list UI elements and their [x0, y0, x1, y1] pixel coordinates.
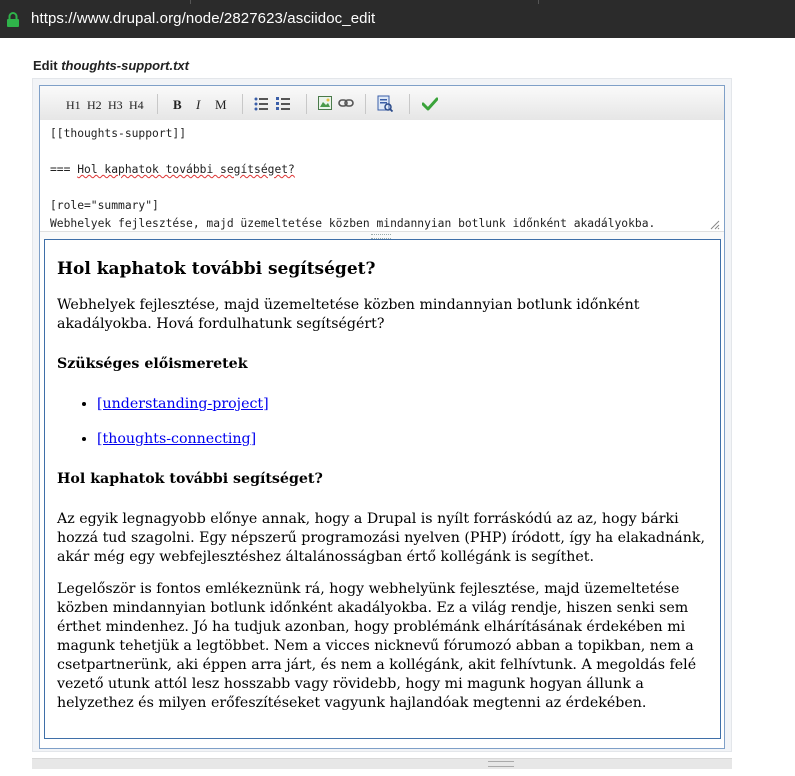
preview-heading: Hol kaphatok további segítséget? [57, 259, 376, 279]
monospace-button[interactable]: M [215, 97, 227, 112]
bullet-list-icon[interactable] [254, 96, 268, 112]
image-icon[interactable] [318, 96, 332, 110]
lock-icon [6, 12, 20, 27]
source-line [50, 143, 714, 161]
tab-divider [538, 0, 539, 4]
prereq-list [57, 395, 708, 449]
source-line: Webhelyek fejlesztése, majd üzemeltetése közben mindannyian botlunk időnként akadályokba. [50, 217, 656, 230]
heading-source-text: Hol kaphatok további segítséget? [77, 163, 295, 176]
preview-icon[interactable] [377, 95, 393, 112]
heading-2-button[interactable]: H2 [87, 98, 102, 112]
grip-icon [488, 761, 514, 767]
toolbar-separator [306, 94, 307, 114]
toolbar-separator [242, 94, 243, 114]
heading-4-button[interactable]: H4 [129, 98, 144, 112]
italic-button[interactable]: I [196, 97, 201, 112]
preview-pane [44, 239, 721, 739]
list-item [97, 395, 708, 414]
link-thoughts-connecting[interactable]: [thoughts-connecting] [97, 431, 257, 447]
source-line: [[thoughts-support]] [50, 127, 187, 140]
toolbar-separator [365, 94, 366, 114]
numbered-list-icon[interactable] [276, 96, 290, 112]
link-understanding-project[interactable]: [understanding-project] [97, 396, 269, 412]
editor-frame [32, 78, 732, 752]
markitup-editor [39, 85, 725, 749]
browser-url-bar[interactable] [0, 0, 795, 38]
editor-toolbar [40, 86, 724, 121]
heading-1-button[interactable]: H1 [66, 98, 81, 112]
resize-handle-icon[interactable] [708, 218, 720, 230]
checkmark-icon[interactable] [422, 97, 438, 111]
source-line [50, 161, 714, 179]
page-title [33, 58, 189, 73]
title-filename: thoughts-support.txt [61, 58, 189, 73]
list-item [97, 430, 708, 449]
asciidoc-source-textarea[interactable] [40, 120, 724, 232]
preview-summary: Webhelyek fejlesztése, majd üzemeltetése közben mindannyian botlunk időnként akadályokba. Hová fordulhatunk segítségért? [57, 297, 640, 332]
title-prefix: Edit [33, 58, 58, 73]
toolbar-separator [409, 94, 410, 114]
heading-marker: === [50, 163, 78, 176]
url-text[interactable]: https://www.drupal.org/node/2827623/asciidoc_edit [31, 10, 376, 27]
page-resize-bar[interactable] [32, 758, 732, 769]
tab-divider [190, 0, 191, 4]
section-title: Hol kaphatok további segítséget? [57, 471, 323, 487]
toolbar-separator [157, 94, 158, 114]
source-line [50, 179, 714, 197]
source-line: [role="summary"] [50, 199, 159, 212]
heading-3-button[interactable]: H3 [108, 98, 123, 112]
bold-button[interactable]: B [173, 97, 182, 112]
paragraph: Legelőször is fontos emlékeznünk rá, hogy webhelyünk fejlesztése, majd üzemeltetése közben mindannyian botlunk időnként akadályokba. Ez a világ rendje, hiszen senki sem érthet mindenhez. Jó ha tudjuk azonban, hogy problémánk elhárításának érdekében mi magunk tehetjük a legtöbbet. Nem a vicces nicknevű fórumozó abban a topikban, nem a csetpartnerünk, aki éppen arra járt, és nem a kollégánk, akit felhívtunk. A megoldás felé vezető utunk attól lesz hosszabb vagy rövidebb, hogy mi magunk hogyan állunk a helyzethez és milyen erőfeszítéseket vagyunk hajlandóak megtenni az érdekében. [57, 581, 697, 711]
paragraph: Az egyik legnagyobb előnye annak, hogy a Drupal is nyílt forráskódú az az, hogy bárki hozzá tud szagolni. Egy népszerű programozási nyelven (PHP) íródott, így ha elakadnánk, akár még egy webfejlesztéshez általánosságban értő kollégánk is segíthet. [57, 511, 705, 565]
link-icon[interactable] [338, 98, 354, 108]
prereq-title: Szükséges előismeretek [57, 356, 248, 372]
